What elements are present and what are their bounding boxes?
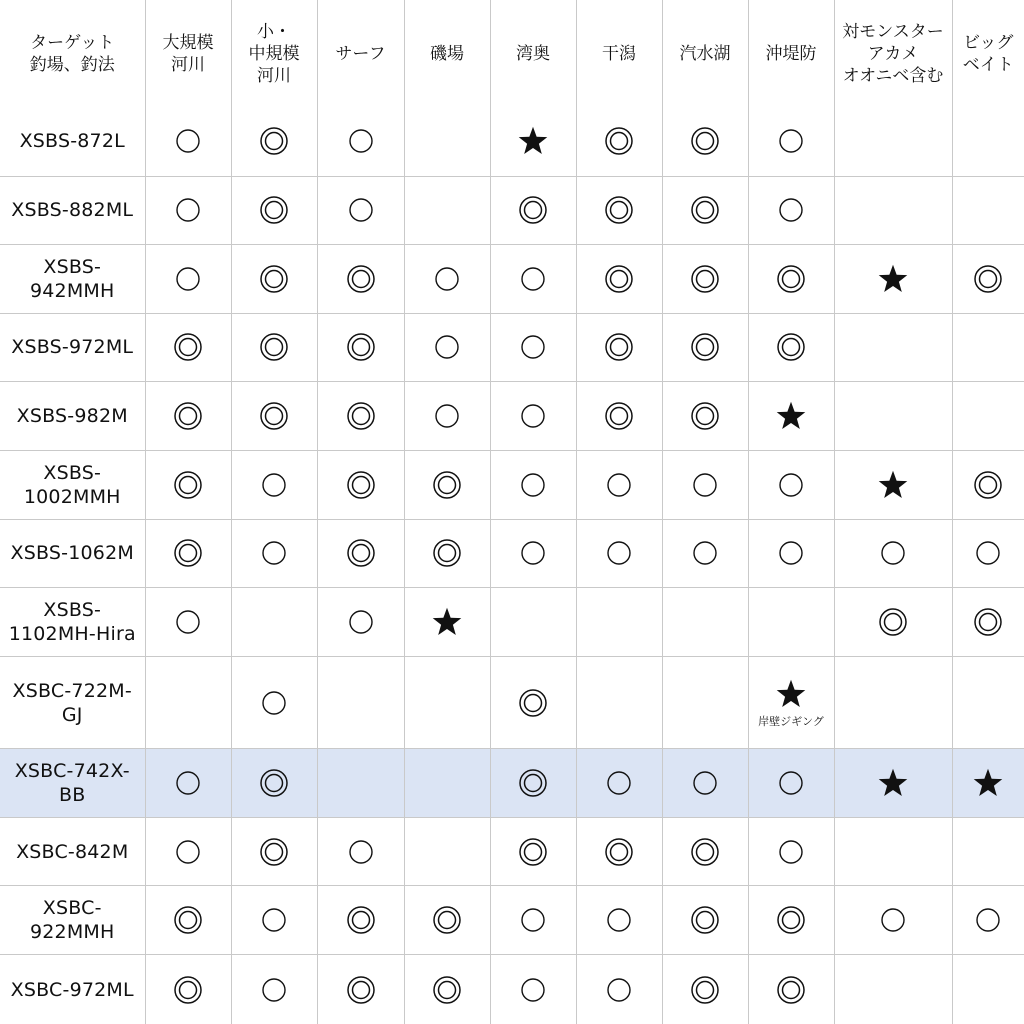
rating-cell: [748, 244, 834, 313]
rating-circle-icon: [663, 767, 748, 799]
rating-cell: [404, 450, 490, 519]
cell-note: 岸壁ジギング: [758, 714, 824, 728]
rating-star-icon: [491, 125, 576, 157]
rating-circle-icon: [491, 537, 576, 569]
table-row: [0, 381, 1024, 450]
rating-cell: [231, 587, 317, 656]
rating-double-icon: [146, 974, 231, 1006]
rating-circle-icon: [749, 537, 834, 569]
rating-cell: [317, 244, 404, 313]
rating-cell: [834, 381, 952, 450]
rating-cell: [952, 955, 1024, 1024]
rating-cell: [748, 176, 834, 244]
rating-cell: [231, 886, 317, 955]
rating-circle-icon: [405, 263, 490, 295]
rating-double-icon: [491, 687, 576, 719]
table-row: [0, 176, 1024, 244]
rating-double-icon: [232, 125, 317, 157]
rating-double-icon: [663, 836, 748, 868]
rating-cell: [952, 107, 1024, 176]
model-name: XSBS- 1102MH-Hira: [0, 587, 145, 656]
rating-cell: [490, 749, 576, 818]
rating-cell: [231, 657, 317, 749]
rating-double-icon: [146, 904, 231, 936]
table-row: [0, 450, 1024, 519]
model-name: XSBC-742X- BB: [0, 749, 145, 818]
rating-cell: [145, 313, 231, 381]
table-row: [0, 886, 1024, 955]
rating-double-icon: [491, 194, 576, 226]
rating-cell: [834, 587, 952, 656]
rating-cell: [834, 749, 952, 818]
rating-star-icon: [749, 400, 834, 432]
rating-circle-icon: [577, 904, 662, 936]
rating-circle-icon: [232, 904, 317, 936]
rating-circle-icon: [577, 537, 662, 569]
rating-cell: [145, 818, 231, 886]
col-header-big-bait: ビッグ ベイト: [952, 0, 1024, 107]
rating-cell: [834, 176, 952, 244]
rating-circle-icon: [749, 194, 834, 226]
rating-cell: [748, 587, 834, 656]
rating-circle-icon: [749, 767, 834, 799]
rating-circle-icon: [835, 904, 952, 936]
rating-cell: [404, 749, 490, 818]
rating-double-icon: [232, 194, 317, 226]
rating-cell: [952, 244, 1024, 313]
rating-cell: [317, 587, 404, 656]
rating-star-icon: [835, 767, 952, 799]
rating-cell: [748, 749, 834, 818]
rating-double-icon: [577, 263, 662, 295]
rating-cell: [834, 313, 952, 381]
rating-cell: [576, 657, 662, 749]
rating-cell: [952, 587, 1024, 656]
model-name: XSBC-842M: [0, 818, 145, 886]
model-name: XSBS-1062M: [0, 519, 145, 587]
rating-cell: [317, 381, 404, 450]
col-header-large-river: 大規模 河川: [145, 0, 231, 107]
rating-cell: [952, 519, 1024, 587]
table-body: [0, 107, 1024, 1024]
rating-cell: [490, 519, 576, 587]
rating-cell: [404, 657, 490, 749]
rating-cell: [952, 450, 1024, 519]
rating-cell: [404, 244, 490, 313]
rating-cell: [662, 176, 748, 244]
rating-cell: [662, 818, 748, 886]
rating-cell: [404, 886, 490, 955]
rating-star-icon: [835, 469, 952, 501]
rating-circle-icon: [577, 469, 662, 501]
rating-cell: [490, 176, 576, 244]
rating-cell: [317, 955, 404, 1024]
rating-double-icon: [318, 974, 404, 1006]
rating-cell: [490, 886, 576, 955]
rating-circle-icon: [491, 904, 576, 936]
rating-circle-icon: [835, 537, 952, 569]
model-name: XSBS-882ML: [0, 176, 145, 244]
rating-cell: [145, 519, 231, 587]
rating-cell: [576, 519, 662, 587]
model-name: XSBC-722M- GJ: [0, 657, 145, 749]
rating-cell: [662, 749, 748, 818]
rating-double-icon: [663, 331, 748, 363]
col-header-small-river: 小・ 中規模 河川: [231, 0, 317, 107]
rating-cell: [834, 244, 952, 313]
rating-double-icon: [405, 974, 490, 1006]
model-name: XSBS- 1002MMH: [0, 450, 145, 519]
table-row: [0, 818, 1024, 886]
rating-cell: [231, 381, 317, 450]
rating-cell: [576, 886, 662, 955]
model-name: XSBC-972ML: [0, 955, 145, 1024]
header-row: [0, 0, 1024, 107]
rating-double-icon: [577, 400, 662, 432]
rating-cell: [662, 955, 748, 1024]
table-row: [0, 313, 1024, 381]
rating-cell: [748, 818, 834, 886]
rating-double-icon: [405, 537, 490, 569]
rating-cell: [834, 519, 952, 587]
rating-cell: [145, 450, 231, 519]
rating-cell: [490, 381, 576, 450]
rating-cell: [748, 107, 834, 176]
rating-cell: [576, 244, 662, 313]
rating-cell: [317, 657, 404, 749]
rating-circle-icon: [491, 469, 576, 501]
model-name: XSBS-972ML: [0, 313, 145, 381]
rating-cell: [404, 587, 490, 656]
rating-cell: [834, 955, 952, 1024]
rating-double-icon: [318, 469, 404, 501]
rating-cell: [317, 176, 404, 244]
rating-cell: [662, 657, 748, 749]
rating-circle-icon: [663, 537, 748, 569]
rating-circle-icon: [232, 974, 317, 1006]
rating-cell: [748, 313, 834, 381]
rating-circle-icon: [146, 767, 231, 799]
rating-circle-icon: [491, 331, 576, 363]
rating-double-icon: [663, 263, 748, 295]
rating-cell: [952, 381, 1024, 450]
rating-cell: [231, 519, 317, 587]
rating-double-icon: [405, 469, 490, 501]
rating-cell: [576, 176, 662, 244]
rating-cell: [231, 818, 317, 886]
rating-cell: [317, 749, 404, 818]
rating-cell: [404, 381, 490, 450]
rating-cell: [145, 749, 231, 818]
col-header-tidal-flat: 干潟: [576, 0, 662, 107]
rating-cell: [145, 955, 231, 1024]
rating-circle-icon: [491, 263, 576, 295]
rating-cell: [145, 107, 231, 176]
rating-double-icon: [318, 904, 404, 936]
rating-star-icon: [953, 767, 1024, 799]
table-row: [0, 749, 1024, 818]
rating-cell: [952, 818, 1024, 886]
rating-cell: [834, 657, 952, 749]
rating-double-icon: [749, 904, 834, 936]
rating-cell: [576, 381, 662, 450]
col-header-surf: サーフ: [317, 0, 404, 107]
rating-circle-icon: [749, 469, 834, 501]
rating-double-icon: [577, 125, 662, 157]
rating-cell: [231, 244, 317, 313]
rating-cell: [317, 519, 404, 587]
rating-cell: [834, 107, 952, 176]
rating-cell: [404, 818, 490, 886]
rating-circle-icon: [953, 904, 1024, 936]
col-header-rocky-shore: 磯場: [404, 0, 490, 107]
rating-cell: [748, 519, 834, 587]
rating-cell: [404, 955, 490, 1024]
rating-circle-icon: [232, 687, 317, 719]
rating-circle-icon: [953, 537, 1024, 569]
rating-circle-icon: [146, 836, 231, 868]
rating-circle-icon: [232, 537, 317, 569]
rating-double-icon: [405, 904, 490, 936]
rating-circle-icon: [146, 263, 231, 295]
rating-circle-icon: [577, 767, 662, 799]
rating-cell: [576, 955, 662, 1024]
rating-cell: [317, 818, 404, 886]
model-name: XSBS-982M: [0, 381, 145, 450]
rating-cell: [662, 587, 748, 656]
rating-cell: [576, 313, 662, 381]
rating-cell: [404, 176, 490, 244]
col-header-brackish-lake: 汽水湖: [662, 0, 748, 107]
rating-double-icon: [749, 974, 834, 1006]
rating-cell: [576, 107, 662, 176]
rating-double-icon: [953, 263, 1024, 295]
rating-double-icon: [318, 400, 404, 432]
rating-double-icon: [835, 606, 952, 638]
rating-circle-icon: [405, 331, 490, 363]
rating-cell: [317, 313, 404, 381]
rating-cell: [952, 176, 1024, 244]
rating-double-icon: [318, 263, 404, 295]
rating-cell: [490, 657, 576, 749]
rating-cell: [834, 886, 952, 955]
rating-cell: [576, 749, 662, 818]
rating-cell: [231, 176, 317, 244]
rating-double-icon: [232, 767, 317, 799]
rating-circle-icon: [318, 125, 404, 157]
rating-cell: [662, 519, 748, 587]
rating-double-icon: [577, 194, 662, 226]
rating-double-icon: [663, 125, 748, 157]
rating-circle-icon: [232, 469, 317, 501]
rating-cell: [317, 450, 404, 519]
rating-double-icon: [232, 263, 317, 295]
table-row: [0, 955, 1024, 1024]
rating-double-icon: [491, 836, 576, 868]
rating-cell: [952, 886, 1024, 955]
rating-cell: [662, 313, 748, 381]
rating-cell: [231, 450, 317, 519]
rating-double-icon: [953, 469, 1024, 501]
rating-cell: [748, 657, 834, 749]
rating-double-icon: [663, 904, 748, 936]
rating-circle-icon: [405, 400, 490, 432]
rating-double-icon: [577, 331, 662, 363]
rating-double-icon: [232, 400, 317, 432]
rating-cell: [231, 107, 317, 176]
rating-circle-icon: [577, 974, 662, 1006]
rating-cell: [662, 107, 748, 176]
rating-cell: [748, 886, 834, 955]
rating-cell: [748, 955, 834, 1024]
rating-cell: [145, 244, 231, 313]
rating-cell: [834, 450, 952, 519]
rating-star-icon: [835, 263, 952, 295]
rating-double-icon: [146, 400, 231, 432]
rating-cell: [952, 749, 1024, 818]
rating-double-icon: [953, 606, 1024, 638]
rating-double-icon: [318, 331, 404, 363]
rating-double-icon: [232, 836, 317, 868]
rating-double-icon: [146, 469, 231, 501]
rating-circle-icon: [491, 974, 576, 1006]
rating-circle-icon: [146, 125, 231, 157]
rating-double-icon: [663, 974, 748, 1006]
rating-cell: [490, 587, 576, 656]
table-row: [0, 587, 1024, 656]
rating-circle-icon: [663, 469, 748, 501]
rating-cell: [748, 450, 834, 519]
rating-double-icon: [232, 331, 317, 363]
rating-cell: [748, 381, 834, 450]
rating-circle-icon: [146, 606, 231, 638]
rating-double-icon: [318, 537, 404, 569]
rating-double-icon: [663, 194, 748, 226]
rating-cell: [576, 587, 662, 656]
rating-cell: [231, 313, 317, 381]
rating-double-icon: [749, 263, 834, 295]
rating-circle-icon: [318, 606, 404, 638]
rating-cell: [145, 886, 231, 955]
rating-cell: [404, 313, 490, 381]
rating-cell: [317, 107, 404, 176]
model-name: XSBS-872L: [0, 107, 145, 176]
table-row: [0, 519, 1024, 587]
rating-cell: [145, 381, 231, 450]
rating-cell: [145, 176, 231, 244]
rating-cell: [490, 244, 576, 313]
rating-circle-icon: [749, 125, 834, 157]
rating-cell: [404, 519, 490, 587]
col-header-monster: 対モンスター アカメ オオニベ含む: [834, 0, 952, 107]
rating-cell: [404, 107, 490, 176]
table-row: [0, 107, 1024, 176]
rating-double-icon: [146, 537, 231, 569]
rating-cell: [490, 955, 576, 1024]
rating-cell: [662, 381, 748, 450]
table-row: [0, 657, 1024, 749]
corner-header: ターゲット 釣場、釣法: [0, 0, 145, 107]
rating-circle-icon: [318, 194, 404, 226]
rating-cell: [231, 749, 317, 818]
col-header-breakwater: 沖堤防: [748, 0, 834, 107]
rating-cell: [231, 955, 317, 1024]
rating-cell: [662, 244, 748, 313]
rating-cell: [145, 657, 231, 749]
rating-cell: [490, 107, 576, 176]
model-name: XSBS- 942MMH: [0, 244, 145, 313]
rating-cell: [662, 450, 748, 519]
rating-cell: [662, 886, 748, 955]
rating-cell: [834, 818, 952, 886]
table-row: [0, 244, 1024, 313]
rating-circle-icon: [146, 194, 231, 226]
rating-cell: [490, 450, 576, 519]
rating-cell: [490, 818, 576, 886]
rating-double-icon: [577, 836, 662, 868]
rating-cell: [576, 818, 662, 886]
rating-circle-icon: [491, 400, 576, 432]
rating-cell: [576, 450, 662, 519]
rating-cell: [952, 313, 1024, 381]
rating-cell: [317, 886, 404, 955]
rating-star-icon: [749, 678, 834, 728]
col-header-inner-bay: 湾奥: [490, 0, 576, 107]
rating-circle-icon: [318, 836, 404, 868]
rating-double-icon: [146, 331, 231, 363]
model-name: XSBC- 922MMH: [0, 886, 145, 955]
rating-cell: [952, 657, 1024, 749]
rating-double-icon: [749, 331, 834, 363]
rating-star-icon: [405, 606, 490, 638]
rating-double-icon: [663, 400, 748, 432]
rating-cell: [145, 587, 231, 656]
rating-cell: [490, 313, 576, 381]
rating-circle-icon: [749, 836, 834, 868]
rating-double-icon: [491, 767, 576, 799]
